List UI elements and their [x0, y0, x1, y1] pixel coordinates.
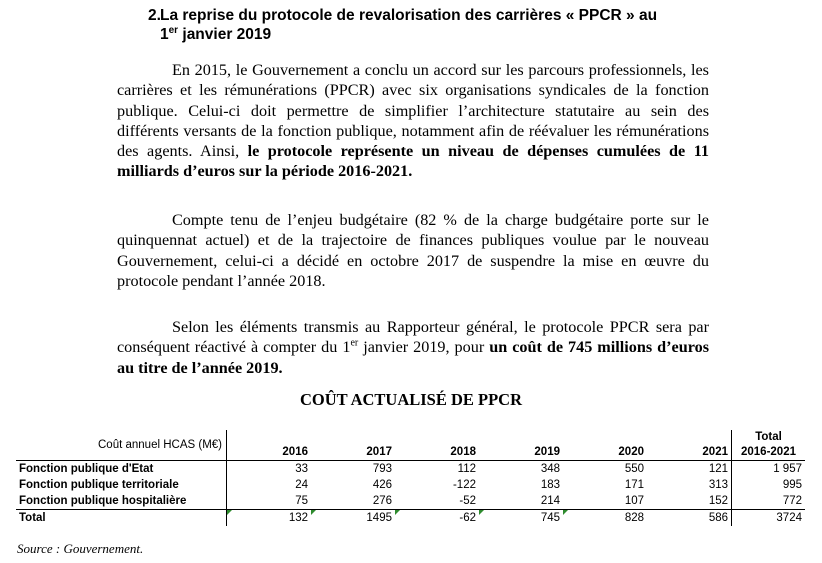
- paragraph-3-text: Selon les éléments transmis au Rapporteur général, le protocole PPCR sera par conséquent réactivé à compter du 1: [117, 318, 709, 357]
- table-cell: 745: [479, 510, 563, 527]
- row-total-cell: 995: [732, 477, 806, 493]
- table-cell: 348: [540, 463, 560, 475]
- section-title-rest: janvier 2019: [178, 26, 272, 43]
- year-header: 2019: [479, 430, 563, 461]
- table-cell: -122: [452, 479, 476, 491]
- year-header: 2016: [227, 430, 312, 461]
- year-header: 2020: [563, 430, 647, 461]
- year-header: 2021: [647, 430, 732, 461]
- table-cell: 24: [295, 479, 308, 491]
- table-total-row: [16, 510, 805, 527]
- row-total-cell: 3724: [732, 510, 806, 527]
- row-label: Total: [16, 510, 227, 527]
- paragraph-2: [117, 210, 709, 291]
- total-header-line2: 2016-2021: [741, 446, 796, 458]
- paragraph-3: [117, 317, 709, 378]
- table-cell: 132: [227, 510, 312, 527]
- row-total-cell: 1 957: [732, 461, 806, 478]
- total-header: [732, 430, 806, 461]
- table-cell: 276: [372, 495, 392, 507]
- table-row: [16, 477, 805, 493]
- row-total-cell: 772: [732, 493, 806, 510]
- table-cell: 313: [708, 479, 728, 491]
- section-title-part1: La reprise du protocole de revalorisation des carrières « PPCR » au: [160, 7, 658, 24]
- table-title: COÛT ACTUALISÉ DE PPCR: [299, 390, 523, 409]
- row-label: Fonction publique territoriale: [16, 477, 227, 493]
- paragraph-1-text: En 2015, le Gouvernement a conclu un accord sur les parcours professionnels, les carrières et les rémunérations (PPCR) avec six organisations syndicales de la fonction publique. Celui-ci doit permettre de simplifier l’architecture statutaire au sein des différents versants de la fonction publique, notamment afin de réévaluer les rémunérations des agents. Ainsi,: [117, 61, 709, 161]
- ppcr-cost-table: [16, 430, 805, 526]
- source-note: Source : Gouvernement.: [17, 541, 144, 556]
- table-cell: 426: [372, 479, 392, 491]
- table-cell: 121: [708, 463, 728, 475]
- table-cell: -52: [459, 495, 476, 507]
- paragraph-1: [117, 60, 709, 182]
- table-cell: -62: [395, 510, 479, 527]
- table-cell: 586: [647, 510, 732, 527]
- paragraph-1-bold: le protocole représente un niveau de dépenses cumulées de 11 milliards d’euros sur la période 2016-2021.: [117, 142, 709, 181]
- table-cell: 107: [624, 495, 644, 507]
- table-row: [16, 461, 805, 478]
- row-label: Fonction publique hospitalière: [16, 493, 227, 510]
- year-header: 2018: [395, 430, 479, 461]
- table-cell: 33: [295, 463, 308, 475]
- table-header-row: [16, 430, 805, 461]
- table-cell: 171: [624, 479, 644, 491]
- table-cell: 1495: [311, 510, 395, 527]
- table-cell: 183: [540, 479, 560, 491]
- table-cell: 75: [295, 495, 308, 507]
- table-cell: 828: [563, 510, 647, 527]
- paragraph-2-text: Compte tenu de l’enjeu budgétaire (82 % de la charge budgétaire porte sur le quinquennat actuel) et de la trajectoire de finances publiques voulue par le nouveau Gouvernement, celui-ci a décidé en octobre 2017 de suspendre la mise en œuvre du protocole pendant l’année 2018.: [117, 211, 709, 290]
- section-title-day: 1: [160, 26, 169, 43]
- table-cell: 112: [457, 463, 476, 475]
- table-cell: 793: [372, 463, 392, 475]
- section-heading: [148, 6, 720, 44]
- section-title-sup: er: [168, 24, 179, 36]
- year-header: 2017: [311, 430, 395, 461]
- paragraph-3-text2: janvier 2019, pour: [358, 338, 490, 357]
- paragraph-3-bold: un coût de 745 millions d’euros au titre de l’année 2019.: [117, 338, 709, 377]
- table-cell: 214: [540, 495, 560, 507]
- header-label: Coût annuel HCAS (M€): [16, 430, 227, 461]
- table-row: [16, 493, 805, 510]
- table-cell: 550: [624, 463, 644, 475]
- paragraph-3-sup: er: [350, 337, 359, 349]
- section-number: 2.: [148, 7, 161, 24]
- table-cell: 152: [708, 495, 728, 507]
- row-label: Fonction publique d'Etat: [16, 461, 227, 478]
- total-header-line1: Total: [755, 431, 782, 443]
